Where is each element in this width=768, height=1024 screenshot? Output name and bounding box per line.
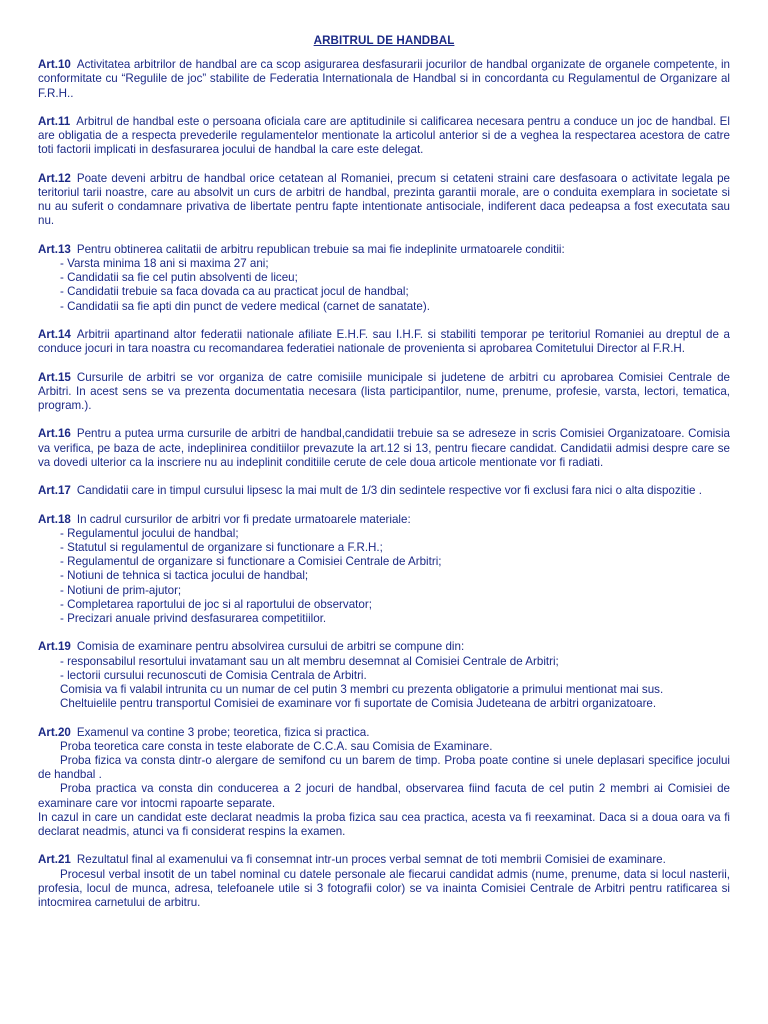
- article-text: Candidatii care in timpul cursului lipsesc la mai mult de 1/3 din sedintele respective vor fi exclusi fara nici o alta dispozitie .: [76, 484, 702, 498]
- article-label: Art.20: [38, 725, 71, 739]
- article-list-item: - Regulamentul jocului de handbal;: [60, 527, 730, 541]
- article-list-item: - lectorii cursului recunoscuti de Comisia Centrala de Arbitri.: [60, 669, 730, 683]
- article-text: Comisia de examinare pentru absolvirea cursului de arbitri se compune din:: [76, 640, 465, 654]
- article-label: Art.17: [38, 484, 71, 498]
- article-label: Art.15: [38, 370, 71, 384]
- article-paragraph: In cazul in care un candidat este declarat neadmis la proba fizica sau cea practica, acesta va fi reexaminat. Daca si a doua oara va fi declarat neadmis, atunci va fi considerat respins la examen.: [38, 810, 730, 839]
- article-text: Rezultatul final al examenului va fi consemnat intr-un proces verbal semnat de toti membrii Comisiei de examinare.: [76, 853, 666, 867]
- article: [38, 484, 730, 498]
- article-list-item: - Candidatii sa fie cel putin absolventi de liceu;: [60, 271, 730, 285]
- article-list-item: - Regulamentul de organizare si functionare a Comisiei Centrale de Arbitri;: [60, 555, 730, 569]
- article-paragraph: Comisia va fi valabil intrunita cu un numar de cel putin 3 membri cu prezenta obligatorie a primului mentionat mai sus.: [60, 683, 664, 696]
- article-label: Art.14: [38, 328, 71, 341]
- article-paragraph: [38, 328, 730, 356]
- article-paragraph: [38, 853, 730, 867]
- article: [38, 115, 730, 158]
- article-paragraph: [38, 371, 730, 414]
- article-paragraph: [38, 58, 730, 101]
- article-paragraph: [38, 484, 730, 498]
- article-paragraph: Proba teoretica care consta in teste elaborate de C.C.A. sau Comisia de Examinare.: [60, 739, 493, 753]
- article-list-item: - Statutul si regulamentul de organizare si functionare a F.R.H.;: [60, 541, 730, 555]
- article: [38, 243, 730, 314]
- article-text: Pentru a putea urma cursurile de arbitri de handbal,candidatii trebuie sa se adreseze in scris Comisiei Organizatoare. Comisia va verifica, pe baza de acte, indeplinirea conditiilor prevazute la art.12 si 13, pentru fiecare candidat. Candidatii admisi despre care se va dovedi ulterior ca la inscriere nu au indeplinit conditiile cerute de cele doua articole mentionate vor fi radiati.: [38, 427, 730, 469]
- article-label: Art.21: [38, 853, 71, 867]
- article-list-item: - Candidatii trebuie sa faca dovada ca au practicat jocul de handbal;: [60, 285, 730, 299]
- article-text: In cadrul cursurilor de arbitri vor fi predate urmatoarele materiale:: [76, 512, 411, 526]
- articles-list: [38, 58, 730, 910]
- article-label: Art.19: [38, 640, 71, 654]
- article-list-item: - Notiuni de tehnica si tactica jocului de handbal;: [60, 569, 730, 583]
- article-item-list: [38, 655, 730, 683]
- article-label: Art.11: [38, 115, 71, 128]
- article-paragraph: [38, 115, 730, 158]
- article-label: Art.16: [38, 427, 71, 441]
- article-item-list: [38, 527, 730, 626]
- article-text: Arbitrul de handbal este o persoana oficiala care are aptitudinile si calificarea necesara pentru a conduce un joc de handbal. El are obligatia de a respecta prevederile regulamentelor mentionate la articolul anterior si de a veghea la respectarea acestora de catre toti factorii implicati in desfasurarea jocului de handbal la care este delegat.: [38, 115, 730, 157]
- article-label: Art.12: [38, 171, 71, 185]
- article-list-item: - Varsta minima 18 ani si maxima 27 ani;: [60, 257, 730, 271]
- article-text: Cursurile de arbitri se vor organiza de catre comisiile municipale si judetene de arbitri cu aprobarea Comisiei Centrale de Arbitri. In acest sens se va prezenta documentatia necesara (lista participantilor, nume, prenume, profesie, varsta, lectori, tematica, program.).: [38, 370, 730, 412]
- article-item-list: [38, 257, 730, 314]
- article-list-item: - Completarea raportului de joc si al raportului de observator;: [60, 598, 730, 612]
- article-list-item: - responsabilul resortului invatamant sau un alt membru desemnat al Comisiei Centrale de Arbitri;: [60, 655, 730, 669]
- article-list-item: - Notiuni de prim-ajutor;: [60, 584, 730, 598]
- article-paragraph: [38, 726, 730, 740]
- article-list-item: - Precizari anuale privind desfasurarea competitiilor.: [60, 612, 730, 626]
- article: [38, 640, 730, 711]
- article-text: Activitatea arbitrilor de handbal are ca scop asigurarea desfasurarii jocurilor de handbal organizate de organele competente, in conformitate cu “Regulile de joc” stabilite de Federatia Internationala de Handbal si in concordanta cu Regulamentul de Organizare al F.R.H..: [38, 58, 730, 100]
- article-text: Pentru obtinerea calitatii de arbitru republican trebuie sa mai fie indeplinite urmatoarele conditii:: [76, 242, 565, 256]
- article: [38, 58, 730, 101]
- article-paragraph: [38, 427, 730, 470]
- article-paragraph: Procesul verbal insotit de un tabel nominal cu datele personale ale fiecarui candidat admis (nume, prenume, data si locul nasterii, profesia, locul de munca, adresa, telefoanele utile si 3 fotografii color) se va inainta Comisiei Centrale de Arbitri pentru ratificarea si intocmirea carnetului de arbitru.: [38, 867, 730, 910]
- article-paragraph: [38, 172, 730, 229]
- article-text: Arbitrii apartinand altor federatii nationale afiliate E.H.F. sau I.H.F. si stabiliti temporar pe teritoriul Romaniei au dreptul de a conduce jocuri in tara noastra cu recomandarea federatiei nationale de provenienta si aprobarea Comitetului Director al F.R.H.: [38, 328, 730, 356]
- article-paragraph: [38, 513, 730, 527]
- article-paragraph: Proba practica va consta din conducerea a 2 jocuri de handbal, observarea fiind facuta de cel putin 2 membri ai Comisiei de examinare care vor intocmi rapoarte separate.: [38, 782, 730, 810]
- article-paragraph: Cheltuielile pentru transportul Comisiei de examinare vor fi suportate de Comisia Judeteana de arbitri organizatoare.: [60, 697, 657, 711]
- article-paragraph: [38, 640, 730, 654]
- article-label: Art.13: [38, 242, 71, 256]
- article: [38, 853, 730, 910]
- article-label: Art.18: [38, 512, 71, 526]
- article: [38, 371, 730, 414]
- article-paragraph: [38, 243, 730, 257]
- article: [38, 328, 730, 356]
- article-paragraph: Proba fizica va consta dintr-o alergare de semifond cu un barem de timp. Proba poate contine si unele deplasari specifice jocului de handbal .: [38, 754, 730, 782]
- article: [38, 172, 730, 229]
- article-text: Examenul va contine 3 probe; teoretica, fizica si practica.: [76, 725, 370, 739]
- article: [38, 726, 730, 840]
- article-label: Art.10: [38, 58, 71, 72]
- article: [38, 427, 730, 470]
- article-list-item: - Candidatii sa fie apti din punct de vedere medical (carnet de sanatate).: [60, 300, 730, 314]
- document-title: ARBITRUL DE HANDBAL: [313, 34, 455, 47]
- article-text: Poate deveni arbitru de handbal orice cetatean al Romaniei, precum si cetateni straini care desfasoara o activitate legala pe teritoriul tarii noastre, care au absolvit un curs de arbitri de handbal, prezinta garantii morale, are o conduita exemplara in societate si nu au suferit o condamnare privativa de libertate pentru fapte intentionate antisociale, indiferent daca pedeapsa a fost executata sau nu.: [38, 171, 730, 228]
- article: [38, 513, 730, 627]
